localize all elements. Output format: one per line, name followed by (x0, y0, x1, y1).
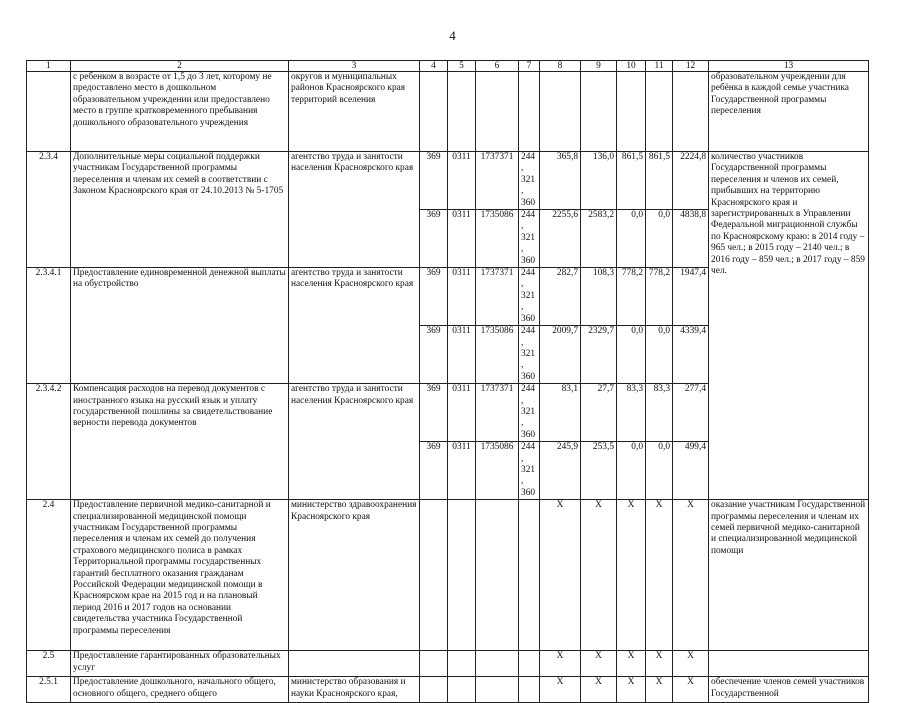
section-code: 0311 (448, 442, 476, 500)
expense-type: 244, 321, 360 (519, 442, 540, 500)
expected-result-cell: обеспечение членов семей участников Государственной (709, 677, 869, 703)
amount-cell: 365,8 (540, 152, 581, 210)
amount-cell: 0,0 (646, 210, 673, 268)
x-mark: Х (540, 651, 581, 677)
expense-type: 244, 321, 360 (519, 384, 540, 442)
executor-cell: округов и муниципальных районов Красноярского края территорий вселения (289, 72, 420, 152)
x-mark: Х (540, 500, 581, 651)
x-mark: Х (617, 651, 646, 677)
amount-cell: 83,3 (617, 384, 646, 442)
table-row (27, 677, 869, 703)
total-cell: 4838,8 (673, 210, 709, 268)
amount-cell: 2009,7 (540, 326, 581, 384)
amount-cell: 0,0 (617, 442, 646, 500)
total-cell: 1947,4 (673, 268, 709, 326)
executor-cell: министерство образования и науки Красноярского края, (289, 677, 420, 703)
column-header: 12 (673, 61, 709, 72)
activity-description: с ребенком в возрасте от 1,5 до 3 лет, которому не предоставлено место в дошкольном образовательном учреждении или предоставлено место в группе кратковременного пребывания дошкольного образовательного учреждения (71, 72, 289, 152)
activity-description: Предоставление дошкольного, начального общего, основного общего, среднего общего (71, 677, 289, 703)
row-number-cell: 2.4 (27, 500, 71, 651)
amount-cell: 778,2 (646, 268, 673, 326)
row-number-cell: 2.3.4.1 (27, 268, 71, 384)
amount-cell: 778,2 (617, 268, 646, 326)
x-mark: Х (581, 651, 617, 677)
amount-cell: 2583,2 (581, 210, 617, 268)
row-number-cell: 2.5.1 (27, 677, 71, 703)
grbs-code: 369 (420, 268, 448, 326)
expense-type: 244, 321, 360 (519, 152, 540, 210)
total-cell: 277,4 (673, 384, 709, 442)
amount-cell: 2329,7 (581, 326, 617, 384)
amount-cell: 0,0 (646, 442, 673, 500)
activity-description: Предоставление гарантированных образовательных услуг (71, 651, 289, 677)
activity-description: Предоставление единовременной денежной выплаты на обустройство (71, 268, 289, 384)
expense-type: 244, 321, 360 (519, 210, 540, 268)
header-row (27, 61, 869, 72)
executor-cell: агентство труда и занятости населения Красноярского края (289, 152, 420, 268)
amount-cell: 253,5 (581, 442, 617, 500)
amount-cell: 861,5 (646, 152, 673, 210)
amount-cell: 83,3 (646, 384, 673, 442)
total-cell: 499,4 (673, 442, 709, 500)
column-header: 5 (448, 61, 476, 72)
column-header: 10 (617, 61, 646, 72)
executor-cell: агентство труда и занятости населения Красноярского края (289, 384, 420, 500)
expense-type: 244, 321, 360 (519, 268, 540, 326)
target-code: 1737371 (476, 268, 519, 326)
activity-description: Предоставление первичной медико-санитарной и специализированной медицинской помощи участникам Государственной программы переселения и членам их семей до получения страхового медицинского полиса в рамках Территориальной программы государственных гарантий бесплатного оказания гражданам Российской Федерации медицинской помощи в Красноярском крае на 2015 год и на плановый период 2016 и 2017 годов на основании свидетельства участника Государственной программы переселения (71, 500, 289, 651)
amount-cell: 0,0 (646, 326, 673, 384)
section-code: 0311 (448, 210, 476, 268)
column-header: 11 (646, 61, 673, 72)
target-code: 1737371 (476, 384, 519, 442)
section-code: 0311 (448, 384, 476, 442)
amount-cell: 83,1 (540, 384, 581, 442)
page-number: 4 (449, 28, 456, 43)
executor-cell: министерство здравоохранения Красноярского края (289, 500, 420, 651)
x-mark: Х (617, 677, 646, 703)
amount-cell: 108,3 (581, 268, 617, 326)
total-cell: 4339,4 (673, 326, 709, 384)
section-code: 0311 (448, 152, 476, 210)
executor-cell: агентство труда и занятости населения Красноярского края (289, 268, 420, 384)
expected-result-cell: оказание участникам Государственной программы переселения и членам их семей первичной медико-санитарной и специализированной медицинской помощи (709, 500, 869, 651)
amount-cell: 0,0 (617, 326, 646, 384)
x-mark: Х (581, 677, 617, 703)
column-header: 8 (540, 61, 581, 72)
x-mark: Х (581, 500, 617, 651)
grbs-code: 369 (420, 210, 448, 268)
column-header: 1 (27, 61, 71, 72)
amount-cell: 861,5 (617, 152, 646, 210)
target-code: 1735086 (476, 442, 519, 500)
column-header: 13 (709, 61, 869, 72)
column-header: 6 (476, 61, 519, 72)
amount-cell: 2255,6 (540, 210, 581, 268)
column-header: 7 (519, 61, 540, 72)
grbs-code: 369 (420, 442, 448, 500)
x-mark: Х (673, 651, 709, 677)
row-number-cell: 2.3.4 (27, 152, 71, 268)
program-activities-table (26, 60, 869, 703)
x-mark: Х (673, 677, 709, 703)
amount-cell: 0,0 (617, 210, 646, 268)
section-code: 0311 (448, 268, 476, 326)
table-row (27, 651, 869, 677)
x-mark: Х (646, 677, 673, 703)
x-mark: Х (646, 651, 673, 677)
expected-result-cell: образовательном учреждении для ребёнка в каждой семье участника Государственной программы переселения (709, 72, 869, 152)
table-row (27, 152, 869, 210)
total-cell: 2224,8 (673, 152, 709, 210)
column-header: 2 (71, 61, 289, 72)
amount-cell: 245,9 (540, 442, 581, 500)
row-number-cell: 2.3.4.2 (27, 384, 71, 500)
expected-result-cell: количество участников Государственной программы переселения и членов их семей, прибывших на территорию Красноярского края и зарегистрированных в Управлении Федеральной миграционной службы по Красноярскому краю: в 2014 году – 965 чел.; в 2015 году – 2140 чел.; в 2016 году – 859 чел.; в 2017 году – 859 чел. (709, 152, 869, 500)
column-header: 4 (420, 61, 448, 72)
section-code: 0311 (448, 326, 476, 384)
column-header: 9 (581, 61, 617, 72)
grbs-code: 369 (420, 152, 448, 210)
x-mark: Х (617, 500, 646, 651)
target-code: 1737371 (476, 152, 519, 210)
x-mark: Х (540, 677, 581, 703)
activity-description: Компенсация расходов на перевод документов с иностранного языка на русский язык и уплату государственной пошлины за свидетельствование верности перевода документов (71, 384, 289, 500)
amount-cell: 136,0 (581, 152, 617, 210)
table-row (27, 500, 869, 651)
x-mark: Х (646, 500, 673, 651)
target-code: 1735086 (476, 326, 519, 384)
amount-cell: 27,7 (581, 384, 617, 442)
grbs-code: 369 (420, 326, 448, 384)
amount-cell: 282,7 (540, 268, 581, 326)
activity-description: Дополнительные меры социальной поддержки участникам Государственной программы переселения и членам их семей в соответствии с Законом Красноярского края от 24.10.2013 № 5-1705 (71, 152, 289, 268)
grbs-code: 369 (420, 384, 448, 442)
column-header: 3 (289, 61, 420, 72)
target-code: 1735086 (476, 210, 519, 268)
table-row (27, 72, 869, 152)
expense-type: 244, 321, 360 (519, 326, 540, 384)
row-number-cell: 2.5 (27, 651, 71, 677)
row-number-cell (27, 72, 71, 152)
x-mark: Х (673, 500, 709, 651)
